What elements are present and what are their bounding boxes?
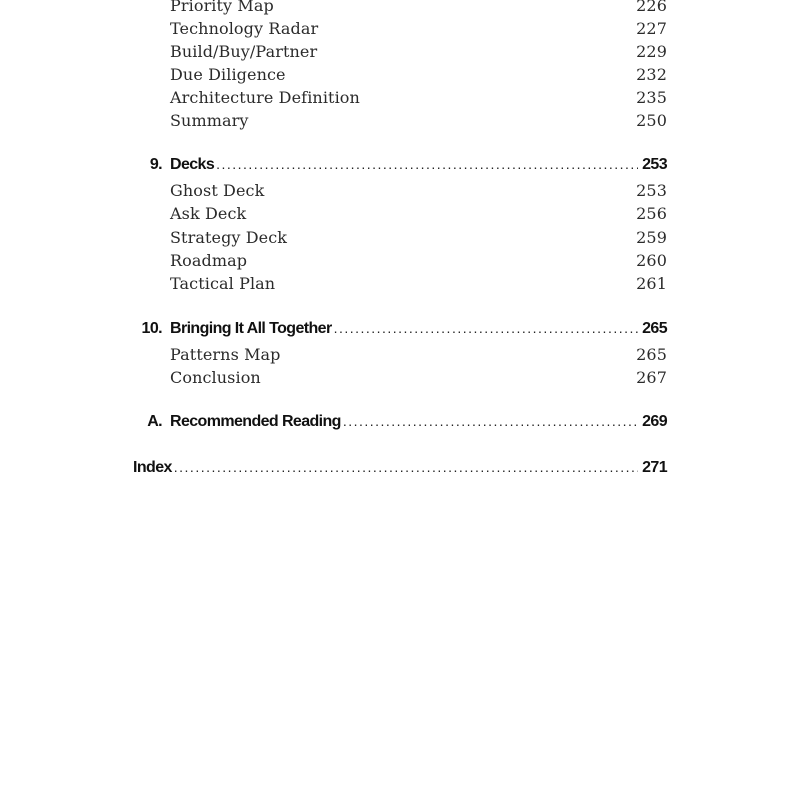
index-title: Index	[133, 459, 172, 476]
toc-appendix-a[interactable]	[133, 413, 667, 437]
toc-entry[interactable]	[133, 204, 667, 228]
toc-entry[interactable]	[133, 345, 667, 369]
toc-entry-title: Summary	[170, 111, 249, 130]
toc-entry-page: 267	[636, 368, 667, 387]
dot-leader	[334, 320, 639, 336]
toc-entry-page: 253	[636, 181, 667, 200]
toc-entry-page: 260	[636, 251, 667, 270]
chapter-number: 9.	[149, 156, 162, 173]
toc-entry-title: Technology Radar	[170, 19, 319, 38]
toc-entry-title: Build/Buy/Partner	[170, 42, 318, 61]
toc-chapter-10[interactable]	[133, 320, 667, 344]
toc-entry[interactable]	[133, 42, 667, 66]
toc-entry-page: 259	[636, 228, 667, 247]
chapter-page: 253	[642, 156, 667, 173]
toc-entry-title: Ghost Deck	[170, 181, 265, 200]
toc-entry-title: Ask Deck	[170, 204, 247, 223]
toc-entry-page: 256	[636, 204, 667, 223]
toc-entry[interactable]	[133, 19, 667, 43]
toc-entry-title: Roadmap	[170, 251, 248, 270]
toc-entry[interactable]	[133, 368, 667, 392]
toc-entry-page: 261	[636, 274, 667, 293]
toc-entry-page: 235	[636, 88, 667, 107]
toc-entry-page: 265	[636, 345, 667, 364]
toc-entry[interactable]	[133, 65, 667, 89]
toc-entry[interactable]	[133, 111, 667, 135]
toc-chapter-9[interactable]	[133, 156, 667, 180]
dot-leader	[343, 413, 638, 429]
toc-entry-page: 232	[636, 65, 667, 84]
index-page: 271	[642, 459, 667, 476]
dot-leader	[174, 459, 638, 475]
toc-entry-title: Strategy Deck	[170, 228, 288, 247]
toc-entry-title: Tactical Plan	[170, 274, 276, 293]
appendix-title: Recommended Reading	[170, 413, 341, 430]
toc-entry[interactable]	[133, 181, 667, 205]
toc-entry-page: 227	[636, 19, 667, 38]
toc-entry[interactable]	[133, 274, 667, 298]
dot-leader	[216, 156, 638, 172]
toc-entry-page: 226	[636, 0, 667, 15]
appendix-page: 269	[642, 413, 667, 430]
toc-entry[interactable]	[133, 0, 667, 20]
toc-entry-title: Architecture Definition	[170, 88, 360, 107]
chapter-page: 265	[642, 320, 667, 337]
toc-entry-title: Priority Map	[170, 0, 274, 15]
toc-entry-page: 229	[636, 42, 667, 61]
toc-entry[interactable]	[133, 251, 667, 275]
toc-entry[interactable]	[133, 88, 667, 112]
toc-entry-title: Patterns Map	[170, 345, 281, 364]
chapter-title: Bringing It All Together	[170, 320, 332, 337]
toc-entry-page: 250	[636, 111, 667, 130]
chapter-title: Decks	[170, 156, 215, 173]
appendix-letter: A.	[147, 413, 162, 430]
toc-entry[interactable]	[133, 228, 667, 252]
toc-index[interactable]	[133, 459, 667, 483]
toc-entry-title: Conclusion	[170, 368, 261, 387]
chapter-number: 10.	[141, 320, 162, 337]
toc-entry-title: Due Diligence	[170, 65, 286, 84]
